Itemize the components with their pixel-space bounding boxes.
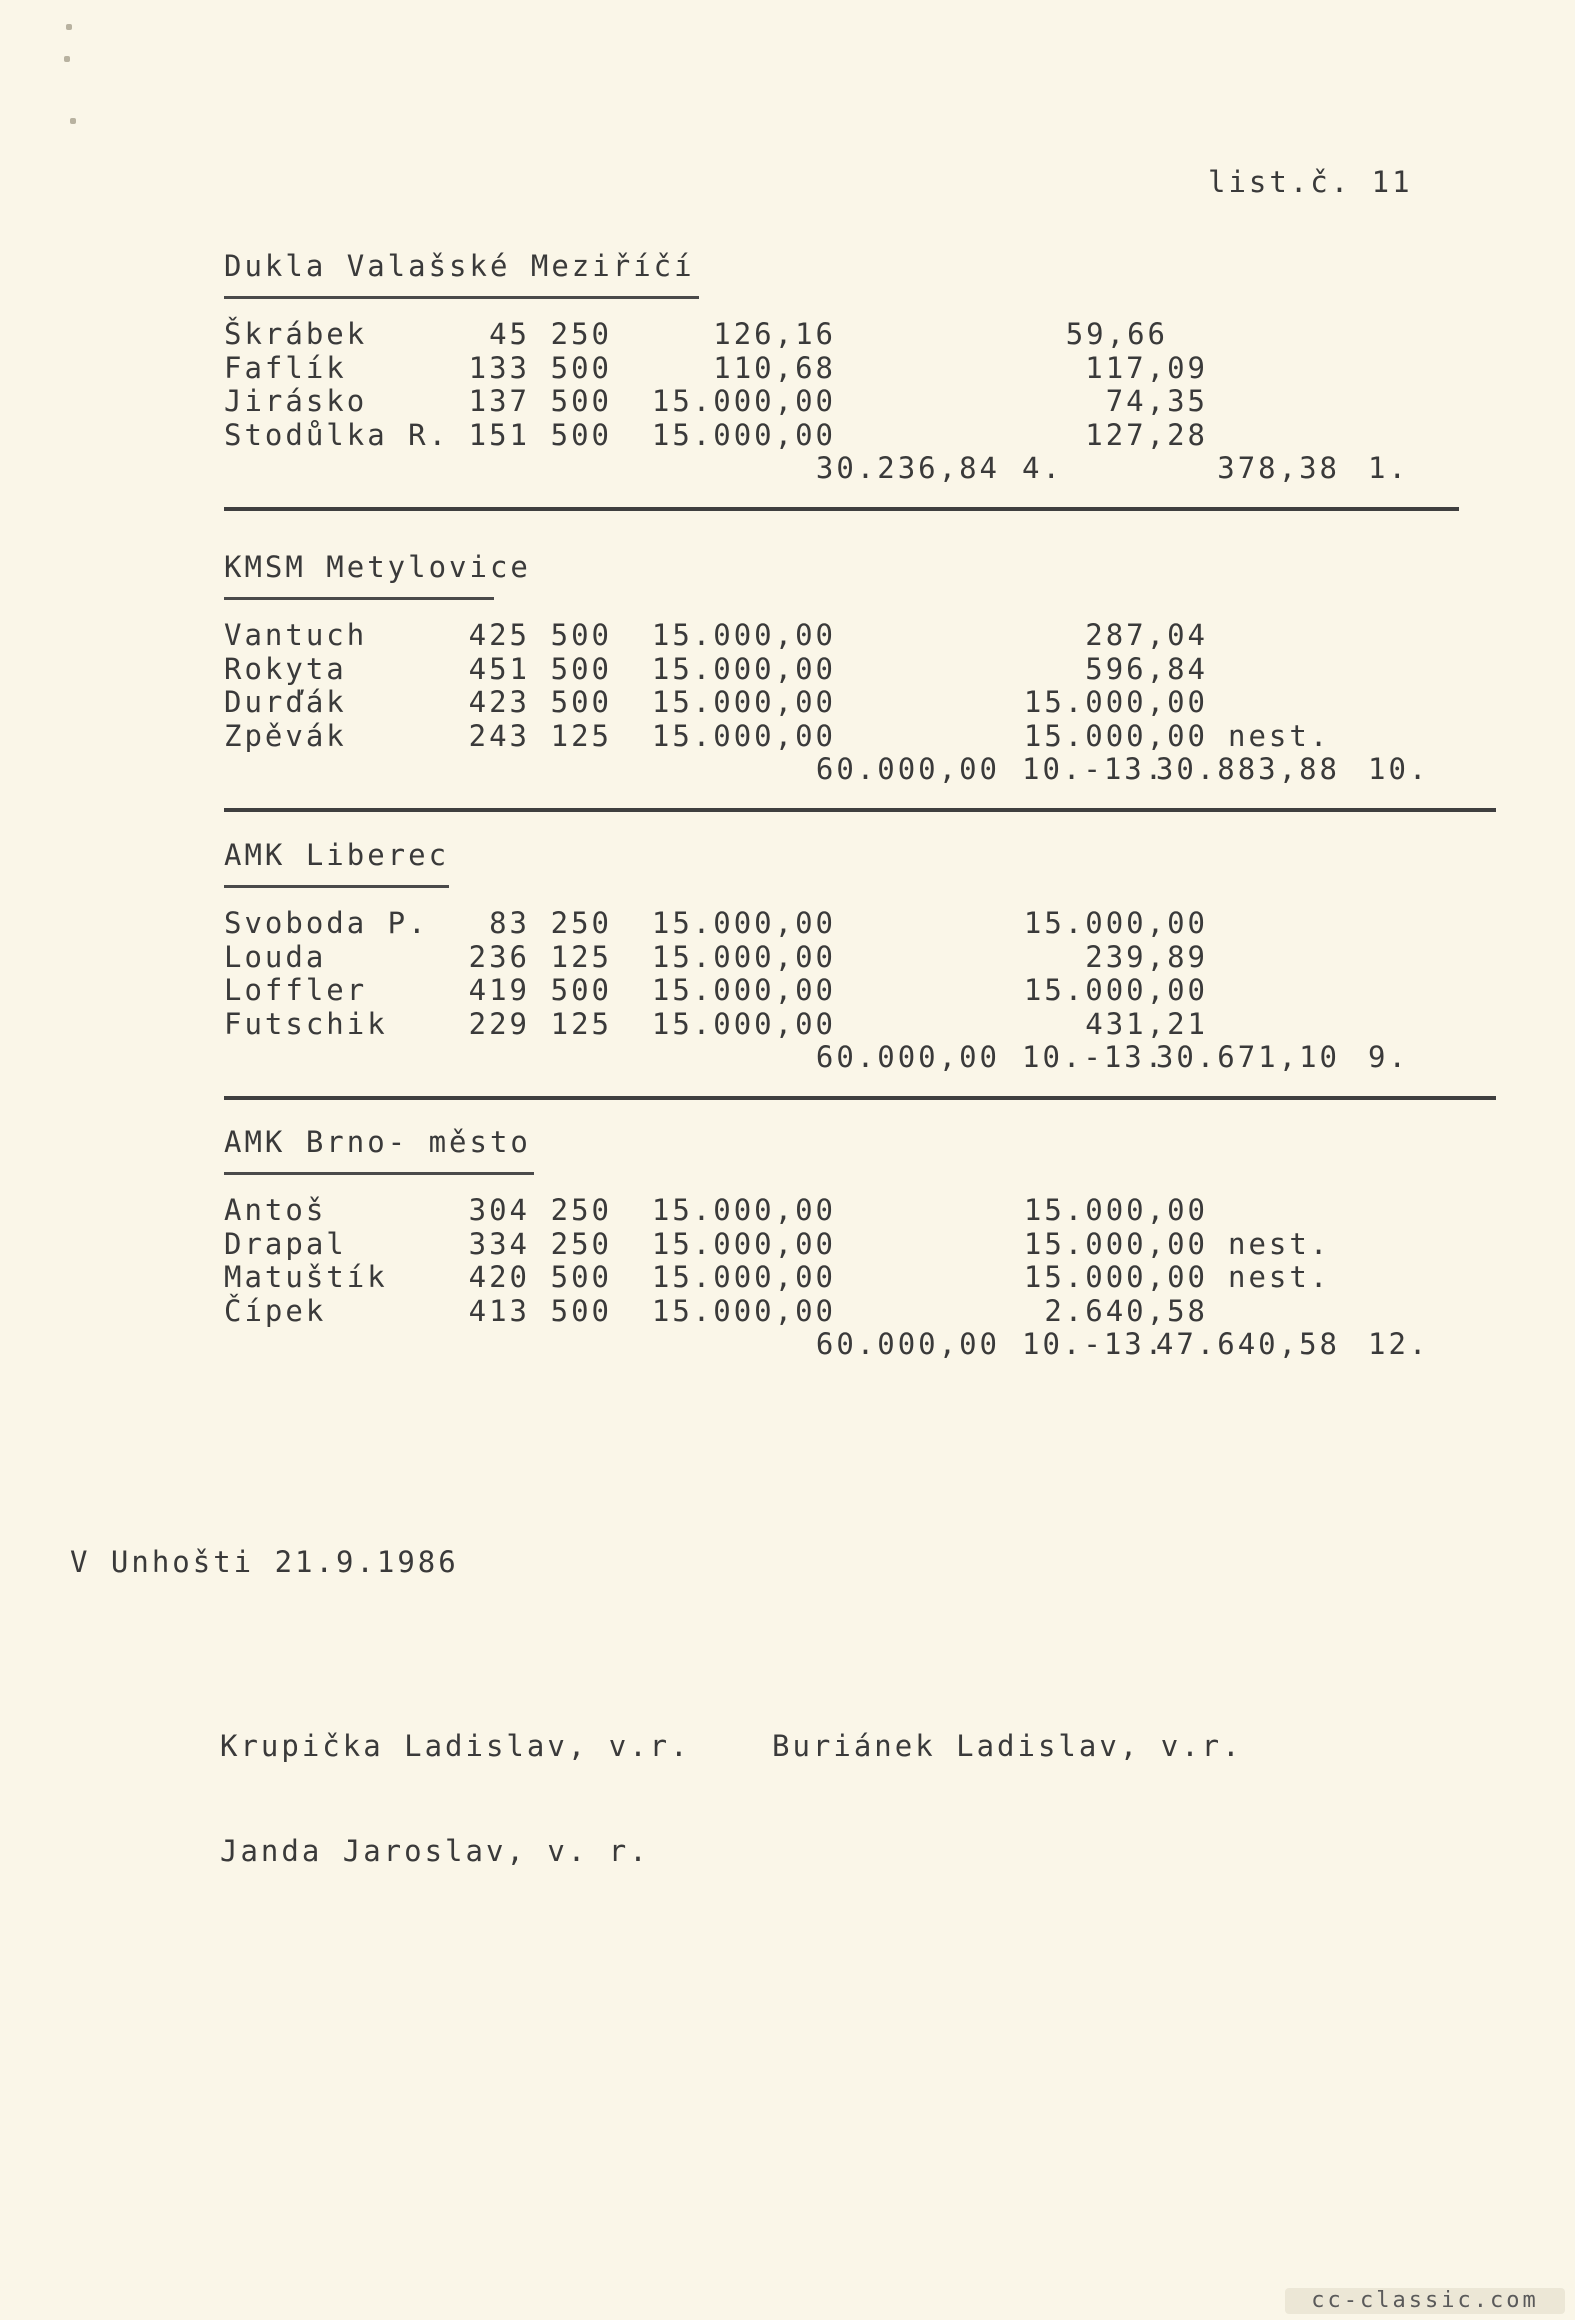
row-value-b: 287,04 [1085, 618, 1208, 652]
row-value-b: 59,66 [1065, 317, 1168, 351]
row-value-a: 15.000,00 [651, 651, 836, 686]
row-number: 151 [468, 417, 530, 452]
row-value-a: 15.000,00 [651, 1226, 836, 1261]
section-divider [224, 507, 1459, 511]
total-place: 10.-13. [1022, 1040, 1166, 1074]
row-name: Čípek [224, 1293, 327, 1328]
row-number: 243 [468, 718, 530, 753]
total-value-a: 60.000,00 [815, 1040, 1000, 1074]
section-title-underline [224, 885, 449, 888]
row-value-b: 15.000,00 [1023, 685, 1208, 719]
paper-mark [64, 56, 70, 62]
row-value-b: 15.000,00 [1023, 973, 1208, 1007]
row-number: 45 [489, 317, 530, 351]
total-place: 4. [1022, 451, 1063, 485]
total-rank: 10. [1368, 752, 1430, 786]
row-number: 419 [468, 973, 530, 1007]
total-value-a: 30.236,84 [815, 451, 1000, 485]
row-value-a: 15.000,00 [651, 939, 836, 974]
section-title: KMSM Metylovice [224, 550, 531, 584]
row-number: 137 [468, 384, 530, 418]
total-value-b: 30.883,88 [1155, 752, 1340, 786]
row-number: 304 [468, 1193, 530, 1227]
row-cc: 250 [550, 1193, 612, 1227]
total-value-b: 47.640,58 [1155, 1327, 1340, 1361]
total-rank: 9. [1368, 1040, 1409, 1074]
section-title: Dukla Valašské Meziříčí [224, 249, 695, 283]
row-value-b: 2.640,58 [1044, 1293, 1208, 1328]
section-title-underline [224, 597, 494, 600]
section-title: AMK Brno- město [224, 1125, 531, 1159]
row-value-b: 117,09 [1085, 350, 1208, 385]
section-title-underline [224, 296, 699, 299]
row-note: nest. [1228, 1260, 1331, 1294]
row-value-a: 15.000,00 [651, 384, 836, 418]
row-name: Vantuch [224, 618, 368, 652]
row-value-b: 15.000,00 [1023, 1193, 1208, 1227]
row-cc: 500 [550, 417, 612, 452]
total-rank: 1. [1368, 451, 1409, 485]
row-cc: 125 [550, 939, 612, 974]
row-name: Jirásko [224, 384, 368, 418]
row-name: Loffler [224, 973, 368, 1007]
row-name: Rokyta [224, 651, 347, 686]
row-cc: 125 [550, 1006, 612, 1041]
row-number: 133 [468, 350, 530, 385]
paper-mark [70, 118, 76, 124]
row-value-a: 15.000,00 [651, 1293, 836, 1328]
section-divider [224, 1096, 1496, 1100]
row-name: Faflík [224, 350, 347, 385]
row-cc: 250 [550, 1226, 612, 1261]
row-cc: 500 [550, 384, 612, 418]
row-name: Louda [224, 939, 327, 974]
row-number: 413 [468, 1293, 530, 1328]
row-number: 451 [468, 651, 530, 686]
total-rank: 12. [1368, 1327, 1430, 1361]
row-name: Durďák [224, 685, 347, 719]
row-value-a: 15.000,00 [651, 973, 836, 1007]
total-place: 10.-13. [1022, 752, 1166, 786]
row-name: Futschik [224, 1006, 388, 1041]
total-place: 10.-13. [1022, 1327, 1166, 1361]
row-number: 236 [468, 939, 530, 974]
signature-3: Janda Jaroslav, v. r. [220, 1834, 650, 1868]
row-note: nest. [1228, 718, 1331, 753]
row-value-b: 15.000,00 [1023, 1226, 1208, 1261]
section-title: AMK Liberec [224, 838, 450, 872]
row-value-a: 15.000,00 [651, 417, 836, 452]
row-cc: 500 [550, 1293, 612, 1328]
section-divider [224, 808, 1496, 812]
row-value-b: 15.000,00 [1023, 906, 1208, 940]
row-number: 334 [468, 1226, 530, 1261]
row-name: Matuštík [224, 1260, 388, 1294]
row-value-b: 74,35 [1105, 384, 1208, 418]
row-number: 83 [489, 906, 530, 940]
row-number: 420 [468, 1260, 530, 1294]
section-title-underline [224, 1172, 534, 1175]
row-cc: 500 [550, 618, 612, 652]
row-value-b: 127,28 [1085, 417, 1208, 452]
place-date: V Unhošti 21.9.1986 [70, 1545, 459, 1579]
paper-mark [66, 24, 72, 30]
row-cc: 500 [550, 651, 612, 686]
row-name: Antoš [224, 1193, 327, 1227]
row-note: nest. [1228, 1226, 1331, 1261]
signature-1: Krupička Ladislav, v.r. [220, 1729, 691, 1763]
total-value-a: 60.000,00 [815, 1327, 1000, 1361]
row-value-a: 15.000,00 [651, 718, 836, 753]
row-value-b: 596,84 [1085, 651, 1208, 686]
row-number: 423 [468, 685, 530, 719]
page-label: list.č. 11 [1208, 165, 1413, 199]
row-cc: 500 [550, 350, 612, 385]
row-cc: 125 [550, 718, 612, 753]
row-cc: 250 [550, 317, 612, 351]
row-name: Svoboda P. [224, 906, 429, 940]
row-name: Drapal [224, 1226, 347, 1261]
total-value-b: 30.671,10 [1155, 1040, 1340, 1074]
row-value-a: 110,68 [713, 350, 836, 385]
row-name: Škrábek [224, 317, 368, 351]
watermark: cc-classic.com [1285, 2288, 1565, 2314]
row-value-a: 15.000,00 [651, 906, 836, 940]
row-cc: 500 [550, 685, 612, 719]
row-number: 229 [468, 1006, 530, 1041]
row-value-b: 15.000,00 [1023, 718, 1208, 753]
row-number: 425 [468, 618, 530, 652]
row-value-a: 15.000,00 [651, 1006, 836, 1041]
row-value-b: 239,89 [1085, 939, 1208, 974]
row-cc: 500 [550, 973, 612, 1007]
row-value-a: 15.000,00 [651, 1193, 836, 1227]
row-name: Stodůlka R. [224, 417, 450, 452]
row-value-b: 15.000,00 [1023, 1260, 1208, 1294]
row-name: Zpěvák [224, 718, 347, 753]
row-cc: 250 [550, 906, 612, 940]
total-value-b: 378,38 [1217, 451, 1340, 485]
row-value-a: 15.000,00 [651, 685, 836, 719]
signature-2: Buriánek Ladislav, v.r. [772, 1729, 1243, 1763]
row-value-a: 15.000,00 [651, 618, 836, 652]
row-cc: 500 [550, 1260, 612, 1294]
total-value-a: 60.000,00 [815, 752, 1000, 786]
row-value-a: 15.000,00 [651, 1260, 836, 1294]
row-value-a: 126,16 [713, 317, 836, 351]
row-value-b: 431,21 [1085, 1006, 1208, 1041]
